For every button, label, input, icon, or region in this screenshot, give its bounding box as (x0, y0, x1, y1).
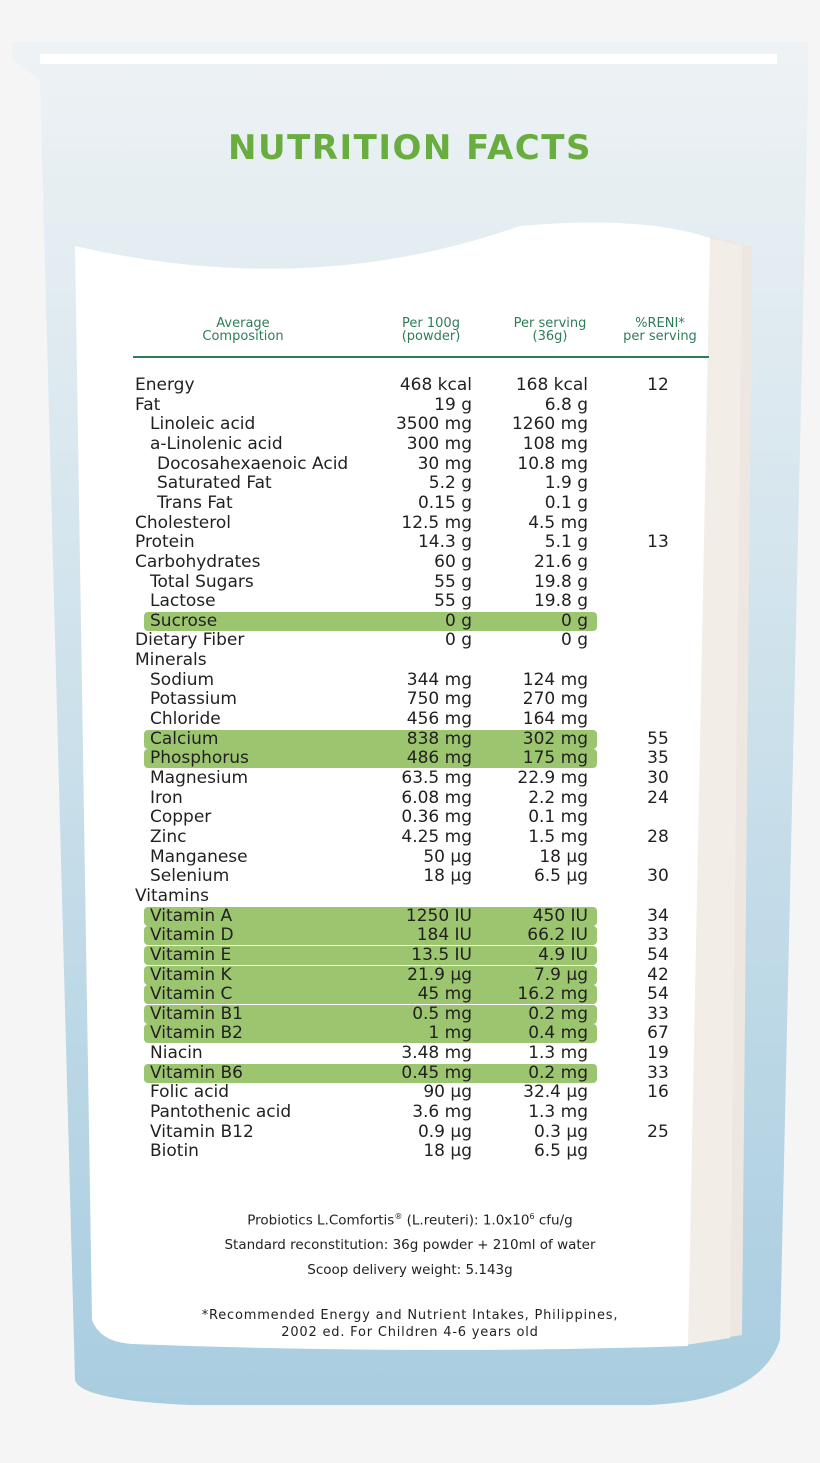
table-row (0, 1123, 820, 1143)
nutrient-name: Energy (135, 375, 195, 395)
per-100g-value: 1250 IU (405, 905, 472, 926)
table-row (0, 867, 820, 887)
table-row (0, 848, 820, 868)
per-serving-value: 5.1 g (544, 532, 588, 553)
per-serving-value: 0.2 mg (528, 1003, 588, 1024)
per-serving-value: 0.1 mg (528, 807, 588, 828)
reni-footnote: *Recommended Energy and Nutrient Intakes, Philippines, 2002 ed. For Children 4-6 years old (201, 1308, 619, 1340)
per-serving-value: 0.2 mg (528, 1062, 588, 1083)
reni-value: 67 (647, 1023, 669, 1044)
table-row (0, 415, 820, 435)
nutrient-name: Docosahexaenoic Acid (157, 453, 349, 474)
nutrient-name: Pantothenic acid (150, 1102, 292, 1123)
table-row (0, 671, 820, 691)
header-divider (133, 356, 709, 358)
per-100g-value: 13.5 IU (411, 944, 472, 965)
reni-value: 54 (647, 984, 669, 1005)
per-100g-value: 344 mg (406, 669, 472, 690)
reni-value: 16 (647, 1082, 669, 1103)
table-row (0, 966, 820, 986)
table-row (0, 690, 820, 710)
nutrient-name: Saturated Fat (157, 473, 272, 494)
nutrient-name: Vitamin A (150, 905, 233, 926)
per-serving-value: 22.9 mg (517, 768, 588, 788)
per-serving-value: 124 mg (522, 669, 588, 690)
table-row (0, 789, 820, 809)
reni-value: 19 (647, 1043, 669, 1064)
per-100g-value: 3.48 mg (401, 1043, 472, 1064)
per-serving-value: 6.5 µg (533, 866, 588, 887)
table-row (0, 435, 820, 455)
per-serving-value: 18 µg (539, 846, 588, 867)
per-serving-value: 1260 mg (511, 414, 588, 435)
nutrient-name: Vitamin B12 (150, 1121, 254, 1142)
reni-value: 13 (647, 532, 669, 553)
nutrient-name: Biotin (150, 1141, 199, 1162)
table-row (0, 946, 820, 966)
nutrient-name: Phosphorus (150, 748, 249, 769)
per-100g-value: 0.9 µg (417, 1121, 472, 1142)
header-per-serving: Per serving (36g) (513, 316, 587, 344)
per-100g-value: 6.08 mg (401, 787, 472, 808)
per-serving-value: 0.1 g (544, 492, 588, 513)
nutrient-name: Carbohydrates (135, 551, 261, 572)
reni-value: 30 (647, 768, 669, 788)
page-title: NUTRITION FACTS (228, 128, 592, 168)
per-serving-value: 21.6 g (533, 551, 588, 572)
per-serving-value: 16.2 mg (517, 984, 588, 1005)
table-row (0, 1064, 820, 1084)
per-100g-value: 0.15 g (417, 492, 472, 513)
per-100g-value: 4.25 mg (401, 826, 472, 847)
nutrient-name: Lactose (150, 591, 216, 612)
nutrient-name: Total Sugars (150, 571, 254, 592)
nutrient-name: Folic acid (150, 1082, 230, 1103)
header-composition: Average Composition (202, 316, 284, 344)
per-100g-value: 55 g (434, 571, 472, 592)
per-serving-value: 1.3 mg (528, 1102, 588, 1123)
per-100g-value: 63.5 mg (401, 768, 472, 788)
table-row (0, 808, 820, 828)
per-serving-value: 2.2 mg (528, 787, 588, 808)
nutrient-name: Sucrose (150, 610, 218, 631)
reni-value: 54 (647, 944, 669, 965)
per-serving-value: 1.5 mg (528, 826, 588, 847)
nutrient-name: Cholesterol (135, 512, 231, 533)
per-serving-value: 6.5 µg (533, 1141, 588, 1162)
table-row (0, 1083, 820, 1103)
nutrient-name: Vitamin B1 (150, 1003, 244, 1024)
nutrient-name: Vitamin B2 (150, 1023, 244, 1044)
table-row (0, 553, 820, 573)
per-100g-value: 21.9 µg (407, 964, 472, 985)
reni-value: 28 (647, 826, 669, 847)
nutrient-name: Chloride (150, 709, 221, 730)
reni-value: 42 (647, 964, 669, 985)
scoop-weight-line: Scoop delivery weight: 5.143g (307, 1262, 513, 1278)
nutrient-name: Minerals (135, 650, 207, 671)
reni-value: 34 (647, 905, 669, 926)
reni-value: 25 (647, 1121, 669, 1142)
nutrient-name: Copper (150, 807, 212, 828)
per-100g-value: 1 mg (428, 1023, 472, 1044)
table-row (0, 985, 820, 1005)
reni-value: 12 (647, 375, 669, 395)
table-row (0, 907, 820, 927)
per-serving-value: 7.9 µg (533, 964, 588, 985)
reni-value: 33 (647, 925, 669, 946)
table-row (0, 474, 820, 494)
table-row (0, 533, 820, 553)
reni-value: 33 (647, 1003, 669, 1024)
nutrient-name: Vitamin K (150, 964, 232, 985)
per-100g-value: 30 mg (417, 453, 472, 474)
per-serving-value: 0 g (560, 610, 588, 631)
nutrient-name: Zinc (150, 826, 187, 847)
reconstitution-line: Standard reconstitution: 36g powder + 210ml of water (224, 1237, 596, 1253)
per-serving-value: 0.3 µg (533, 1121, 588, 1142)
nutrient-name: Manganese (150, 846, 248, 867)
per-serving-value: 168 kcal (515, 375, 588, 395)
per-100g-value: 90 µg (423, 1082, 472, 1103)
header-reni: %RENI* per serving (623, 316, 697, 344)
reni-value: 24 (647, 787, 669, 808)
per-100g-value: 3.6 mg (412, 1102, 472, 1123)
nutrient-name: Fat (135, 394, 161, 415)
per-100g-value: 5.2 g (428, 473, 472, 494)
table-row (0, 631, 820, 651)
per-100g-value: 3500 mg (395, 414, 472, 435)
table-row (0, 1103, 820, 1123)
nutrient-name: Sodium (150, 669, 215, 690)
per-100g-value: 0 g (444, 630, 472, 651)
per-serving-value: 6.8 g (544, 394, 588, 415)
nutrient-name: Vitamins (135, 885, 209, 906)
per-serving-value: 270 mg (522, 689, 588, 710)
per-serving-value: 4.5 mg (528, 512, 588, 533)
per-serving-value: 1.3 mg (528, 1043, 588, 1064)
table-row (0, 730, 820, 750)
per-serving-value: 19.8 g (533, 591, 588, 612)
nutrient-name: Vitamin D (150, 925, 234, 946)
table-row (0, 1044, 820, 1064)
per-100g-value: 838 mg (406, 728, 472, 749)
table-row (0, 749, 820, 769)
table-row (0, 828, 820, 848)
per-serving-value: 175 mg (522, 748, 588, 769)
nutrient-name: Linoleic acid (150, 414, 256, 435)
nutrient-name: Vitamin C (150, 984, 233, 1005)
table-row (0, 494, 820, 514)
per-100g-value: 0.36 mg (401, 807, 472, 828)
table-row (0, 887, 820, 907)
per-serving-value: 4.9 IU (538, 944, 588, 965)
nutrient-name: Selenium (150, 866, 230, 887)
per-100g-value: 750 mg (406, 689, 472, 710)
nutrient-name: Trans Fat (157, 492, 233, 513)
per-100g-value: 0.5 mg (412, 1003, 472, 1024)
per-serving-value: 450 IU (532, 905, 588, 926)
per-100g-value: 12.5 mg (401, 512, 472, 533)
per-serving-value: 108 mg (522, 433, 588, 454)
nutrient-name: Vitamin B6 (150, 1062, 244, 1083)
table-row (0, 396, 820, 416)
nutrient-name: Vitamin E (150, 944, 232, 965)
per-serving-value: 10.8 mg (517, 453, 588, 474)
per-100g-value: 18 µg (423, 866, 472, 887)
reni-value: 35 (647, 748, 669, 769)
table-row (0, 1005, 820, 1025)
nutrient-name: Calcium (150, 728, 219, 749)
per-serving-value: 0 g (560, 630, 588, 651)
table-row (0, 769, 820, 789)
table-row (0, 592, 820, 612)
per-100g-value: 456 mg (406, 709, 472, 730)
per-100g-value: 14.3 g (417, 532, 472, 553)
per-100g-value: 486 mg (406, 748, 472, 769)
per-100g-value: 0 g (444, 610, 472, 631)
per-serving-value: 32.4 µg (523, 1082, 588, 1103)
per-serving-value: 66.2 IU (527, 925, 588, 946)
per-100g-value: 60 g (434, 551, 472, 572)
table-row (0, 1142, 820, 1162)
per-serving-value: 164 mg (522, 709, 588, 730)
per-100g-value: 18 µg (423, 1141, 472, 1162)
reni-value: 33 (647, 1062, 669, 1083)
table-row (0, 376, 820, 396)
table-row (0, 1024, 820, 1044)
table-row (0, 514, 820, 534)
per-100g-value: 55 g (434, 591, 472, 612)
table-row (0, 455, 820, 475)
nutrient-name: a-Linolenic acid (150, 433, 283, 454)
table-row (0, 651, 820, 671)
header-per-100g: Per 100g (powder) (401, 316, 461, 344)
nutrient-name: Dietary Fiber (135, 630, 245, 651)
per-serving-value: 302 mg (522, 728, 588, 749)
table-row (0, 573, 820, 593)
per-serving-value: 19.8 g (533, 571, 588, 592)
nutrient-name: Iron (150, 787, 183, 808)
per-serving-value: 1.9 g (544, 473, 588, 494)
probiotics-line: Probiotics L.Comfortis® (L.reuteri): $1.0x10^6$ cfu/g (247, 1212, 573, 1229)
per-100g-value: 50 µg (423, 846, 472, 867)
nutrient-name: Niacin (150, 1043, 203, 1064)
per-100g-value: 0.45 mg (401, 1062, 472, 1083)
per-100g-value: 300 mg (406, 433, 472, 454)
pouch-seal-strip (40, 54, 777, 64)
table-row (0, 710, 820, 730)
nutrient-name: Magnesium (150, 768, 249, 788)
nutrient-name: Protein (135, 532, 195, 553)
per-100g-value: 45 mg (417, 984, 472, 1005)
table-row (0, 612, 820, 632)
per-serving-value: 0.4 mg (528, 1023, 588, 1044)
nutrient-name: Potassium (150, 689, 237, 710)
per-100g-value: 184 IU (416, 925, 472, 946)
per-100g-value: 19 g (434, 394, 472, 415)
reni-value: 55 (647, 728, 669, 749)
per-100g-value: 468 kcal (399, 375, 472, 395)
table-row (0, 926, 820, 946)
reni-value: 30 (647, 866, 669, 887)
